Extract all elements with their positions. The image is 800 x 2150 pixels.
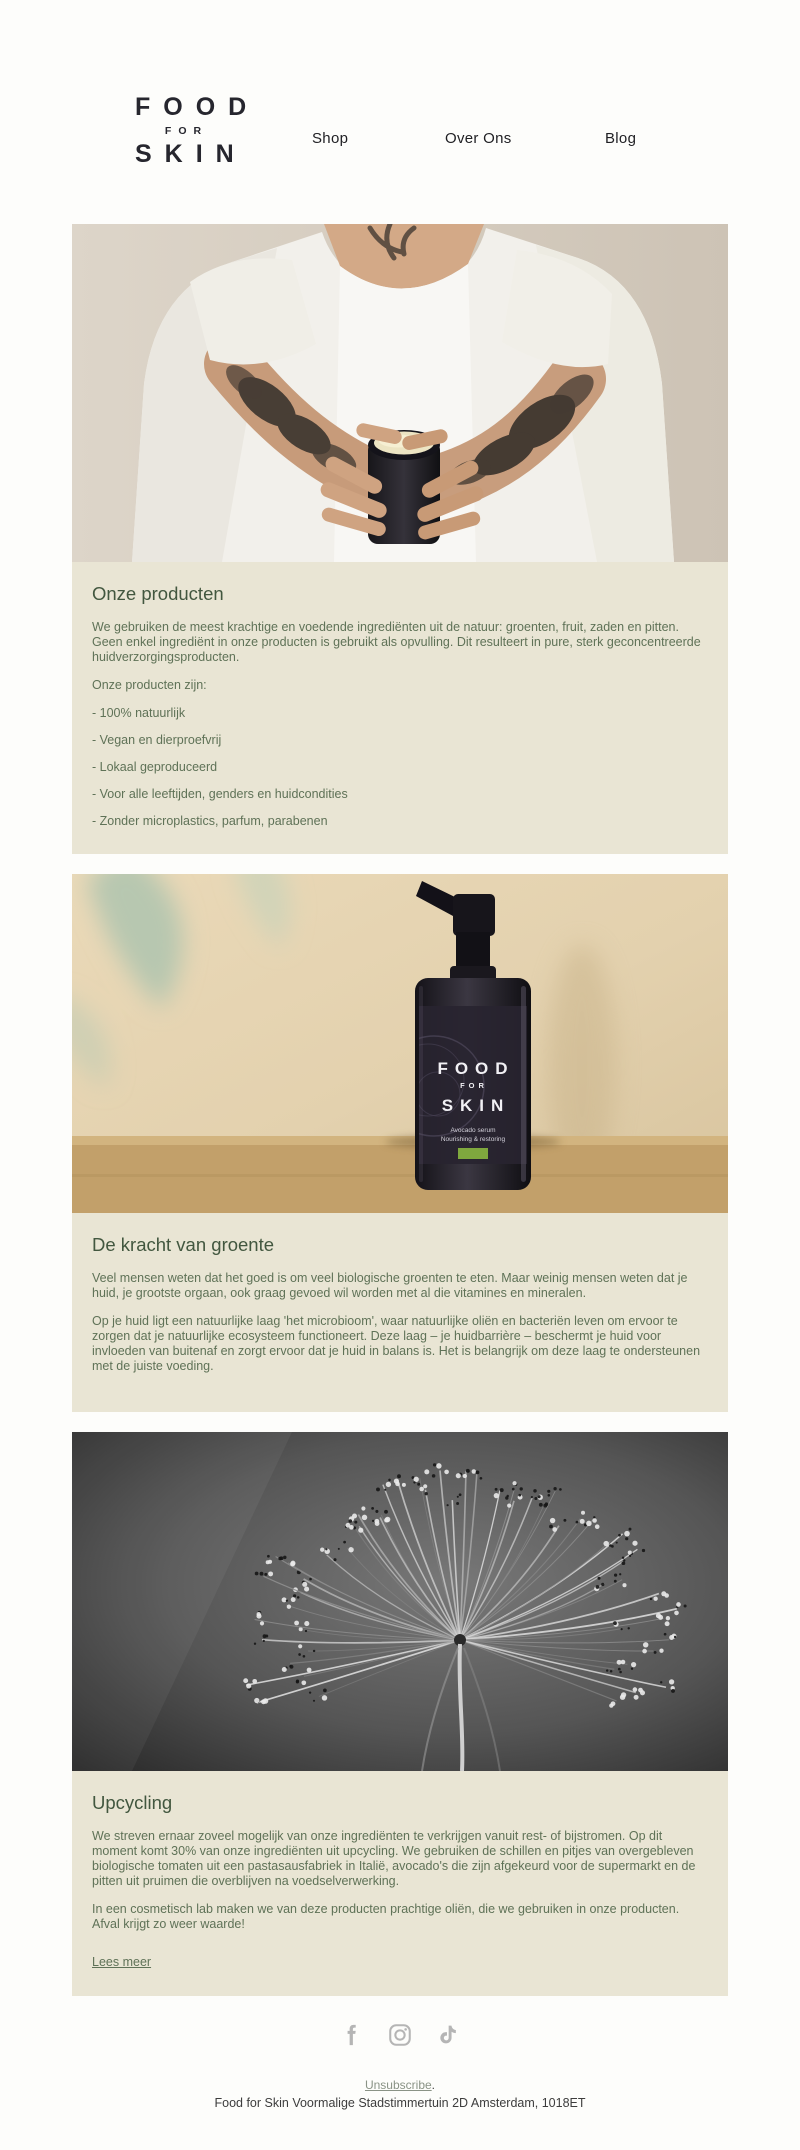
product-image-serum-bottle <box>72 874 728 1213</box>
section-de-kracht-van-groente <box>72 1213 728 1412</box>
list-item: - 100% natuurlijk <box>92 706 186 720</box>
bottle-label-skin: SKIN <box>441 1096 511 1115</box>
unsubscribe-row <box>0 2078 800 2092</box>
footer-address: Food for Skin Voormalige Stadstimmertuin 2D Amsterdam, 1018ET <box>214 2096 586 2110</box>
bottle-label-for: FOR <box>460 1081 488 1090</box>
section-title: Upcycling <box>92 1792 173 1813</box>
list-item: - Lokaal geproduceerd <box>92 760 218 774</box>
section-paragraph: Veel mensen weten dat het goed is om veel biologische groenten te eten. Maar weinig mensen weten dat je huid, je grootste orgaan, ook graag gevoed wil worden met al die vitamines en mineralen. <box>92 1271 688 1300</box>
header <box>0 0 800 224</box>
nav-link-blog[interactable]: Blog <box>605 130 637 147</box>
logo-line-for: FOR <box>164 125 209 138</box>
nav-link-over-ons[interactable]: Over Ons <box>445 130 512 147</box>
hero-illustration <box>72 224 728 562</box>
social-row <box>0 2020 800 2050</box>
logo-line-food: FOOD <box>135 93 260 121</box>
bottle-label-sub2: Nourishing & restoring <box>440 1136 506 1143</box>
bottle-label-green-chip <box>458 1148 488 1159</box>
bottle-label-sub1: Avocado serum <box>450 1127 496 1134</box>
section-upcycling <box>72 1771 728 1996</box>
brand-logo[interactable] <box>122 93 260 169</box>
facebook-icon[interactable] <box>340 2022 367 2049</box>
list-item: - Voor alle leeftijden, genders en huidcondities <box>92 787 348 801</box>
bottle-label-food: FOOD <box>437 1059 515 1078</box>
upcycling-image-dried-flower <box>72 1432 728 1771</box>
section-paragraph: Op je huid ligt een natuurlijke laag 'het microbioom', waar natuurlijke oliën en bacteriën leven om ervoor te zorgen dat je natuurlijke ecosysteem functioneert. Deze laag – je huidbarrière – beschermt je huid voor invloeden van buitenaf en zorgt ervoor dat je huid in balans is. Het is belangrijk om deze laag te ondersteunen met de juiste voeding. <box>92 1314 701 1373</box>
nav-link-shop[interactable]: Shop <box>312 130 349 147</box>
list-item: - Vegan en dierproefvrij <box>92 733 222 747</box>
list-item: - Zonder microplastics, parfum, parabenen <box>92 814 328 828</box>
section-paragraph: Onze producten zijn: <box>92 678 207 692</box>
section-paragraph: We gebruiken de meest krachtige en voedende ingrediënten uit de natuur: groenten, fruit, zaden en pitten. Geen enkel ingrediënt in onze producten is gebruikt als opvulling. Dit resulteert in pure, sterk geconcentreerde huidverzorgingsproducten. <box>92 620 701 664</box>
section-paragraph: We streven ernaar zoveel mogelijk van onze ingrediënten te verkrijgen vanuit rest- of bijstromen. Op dit moment komt 30% van onze ingrediënten uit upcycling. We gebruiken de schillen en pitjes van overgebleven biologische tomaten uit een pastasausfabriek in Italië, avocado's die zijn afgekeurd voor de supermarkt en de pitten uit pruimen die overblijven na voedselverwerking. <box>92 1829 696 1888</box>
section-title: Onze producten <box>92 583 224 604</box>
lees-meer-link[interactable]: Lees meer <box>92 1955 152 1969</box>
unsubscribe-link[interactable]: Unsubscribe <box>364 2078 432 2092</box>
tiktok-icon[interactable] <box>434 2022 461 2049</box>
logo-line-skin: SKIN <box>135 140 247 169</box>
bottle-illustration <box>72 874 728 1213</box>
instagram-icon[interactable] <box>387 2022 414 2049</box>
section-onze-producten <box>72 562 728 854</box>
section-paragraph: In een cosmetisch lab maken we van deze producten prachtige oliën, die we gebruiken in onze producten. Afval krijgt zo weer waarde! <box>92 1902 680 1931</box>
hero-image-person-with-jar <box>72 224 728 562</box>
section-title: De kracht van groente <box>92 1234 275 1255</box>
flower-illustration <box>72 1432 728 1771</box>
unsubscribe-suffix: . <box>431 2078 436 2092</box>
